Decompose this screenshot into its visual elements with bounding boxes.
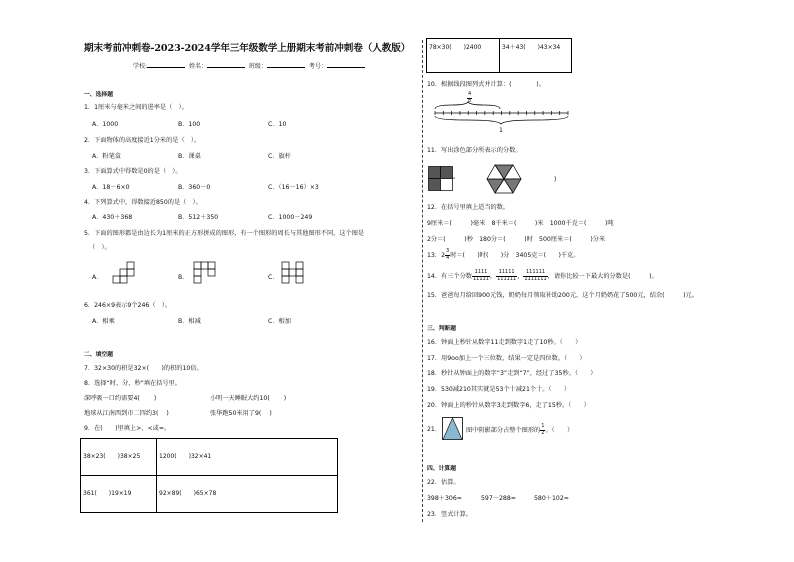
q6-option-b: B．相减 (178, 318, 201, 325)
q9-continued-table (426, 38, 572, 73)
q10-fraction-label: $\frac{4}{8}$ (468, 91, 472, 104)
q9-cell: 78×30( )2400 (427, 39, 500, 73)
section-heading-calc: 四、计算题 (427, 466, 456, 472)
q8-item-breath: 深呼吸一口约需要4( ) (84, 395, 157, 402)
question-20: 20．钟面上的秒针从数字3走到数字6，走了15秒。（ ） (427, 402, 590, 409)
q1-option-b: B．100 (178, 121, 201, 128)
q22-item: 398＋306≈ (427, 495, 462, 502)
question-17: 17．用9oo加上一个三位数，结果一定是四位数。（ ） (427, 355, 586, 362)
question-5: 5．下面的图形都是由边长为1厘米的正方形拼成的图形，有一个图形的周长与其他图形不同，这个图是 (84, 230, 365, 237)
question-11: 11．写出涂色部分所表示的分数。 (427, 147, 522, 154)
q5-grid-figure (282, 262, 308, 284)
q11-shaded-hexagon (486, 164, 522, 194)
q8-item-sleep: 小明一天睡眠大约10( ) (210, 395, 287, 402)
q22-item: 597－288≈ (481, 495, 516, 502)
q3-option-b: B．360－0 (178, 184, 211, 191)
question-18: 18．秒针从钟面上的数字“3”走到“7”，经过了35秒。（ ） (427, 370, 597, 377)
q4-option-c: C．1000－249 (268, 214, 313, 221)
q6-option-a: A．相乘 (92, 318, 115, 325)
question-6: 6．246×9表示9个246（ ）。 (84, 302, 172, 309)
q1-option-a: A．1000 (92, 121, 119, 128)
q5-option-a: A． (92, 274, 103, 281)
exam-number-label: 考号： (308, 63, 327, 70)
name-label: 姓名： (188, 63, 207, 70)
class-label: 班级： (248, 63, 267, 70)
question-21: 21． (427, 426, 442, 433)
student-info-fields (133, 62, 365, 70)
column-divider (422, 40, 423, 522)
question-23: 23．竖式计算。 (427, 511, 472, 518)
q11-shaded-square (428, 166, 458, 192)
q10-whole-label: 1 (499, 127, 503, 134)
question-1: 1．1厘米与毫米之间的进率是（ ）。 (84, 104, 188, 111)
q9-cell: 1200( )32×41 (157, 439, 338, 476)
question-10: 10．根据线段图列式并计算：( )。 (427, 81, 545, 88)
q12-line-1: 9厘米＝( )毫米 8千米＝( )米 1000千克＝( )吨 (427, 220, 614, 227)
q5-corner-figure (194, 262, 220, 284)
q2-option-a: A．粉笔盒 (92, 153, 121, 160)
q9-cell: 92×89( )65×78 (157, 476, 338, 513)
question-2: 2．下面物体的高度接近1分米的是（ ）。 (84, 137, 201, 144)
q3-option-c: C．（16－16）×3 (268, 184, 319, 191)
question-5-cont: （ ）。 (89, 244, 111, 251)
q8-item-earth: 地球从江南西到市二四约3( ) (84, 410, 169, 417)
section-heading-fill: 二、填空题 (84, 352, 113, 358)
q5-staircase-figure (107, 262, 137, 284)
q6-option-c: C．相加 (268, 318, 291, 325)
q21-text: 图中阴影部分占整个图形的 $\frac{1}{2}$ 。（ ） (466, 423, 574, 436)
q2-option-c: C．旗杆 (268, 153, 291, 160)
q12-line-2: 2分＝( )秒 180分＝( )时 500厘米＝( )分米 (427, 236, 606, 243)
question-22: 22．估算。 (427, 479, 460, 486)
school-label: 学校: (133, 63, 148, 70)
question-14: 14．有三个分数 $\frac{1111}{11111}$ ， $\frac{11111}{111111}$ ， $\frac{111111}{1111111}$ ，请你比较一下最大的分数是( )。 (427, 269, 658, 282)
question-12: 12．在括号里填上适当的数。 (427, 204, 510, 211)
q11-answer-bracket: ) (554, 176, 557, 183)
q9-cell: 361( )19×19 (81, 476, 157, 513)
section-heading-choice: 一、选择题 (84, 92, 113, 98)
q1-option-c: C．10 (268, 121, 287, 128)
q9-cell: 34＋43( )43×34 (500, 39, 572, 73)
question-4: 4．下列算式中，得数接近850的是（ ）。 (84, 199, 202, 206)
q4-option-b: B．512＋350 (178, 214, 219, 221)
q9-comparison-table (80, 438, 338, 513)
page-title: 期末考前冲刺卷-2023-2024学年三年级数学上册期末考前冲刺卷（人教版） (84, 43, 411, 54)
q4-option-a: A．430＋368 (92, 214, 133, 221)
q21-shaded-triangle-figure (442, 417, 464, 441)
question-9: 9．在( )里填上>、<或=。 (84, 425, 171, 432)
question-16: 16．钟面上秒针从数字11走到数字1走了10秒。（ ） (427, 339, 582, 346)
question-19: 19．530减210其实就是53个十减21个十。（ ） (427, 386, 571, 393)
q9-cell: 38×23( )38×25 (81, 439, 157, 476)
question-7: 7．32×30的积是32×( )的积的10倍。 (84, 365, 203, 372)
section-heading-judge: 三、判断题 (427, 326, 456, 332)
question-8: 8．选择“时、分、秒”填在括号里。 (84, 380, 181, 387)
question-13: 13．2 $\frac{3}{4}$ 时＝( )时( )分 3405克＝( )千克。 (427, 248, 580, 261)
question-3: 3．下面算式中得数是0的是（ ）。 (84, 168, 182, 175)
q2-option-b: B．课桌 (178, 153, 201, 160)
q22-item: 580＋102≈ (534, 495, 569, 502)
q5-option-c: C． (268, 274, 279, 281)
question-15: 15．爸爸每月给回900元钱，奶奶每月领取补助200元，这个月奶奶花了500元，结余( )元。 (427, 292, 698, 299)
q8-item-run: 张华跑50米用了9( ) (210, 410, 272, 417)
q5-option-b: B． (178, 274, 189, 281)
q3-option-a: A．18－6×0 (92, 184, 130, 191)
